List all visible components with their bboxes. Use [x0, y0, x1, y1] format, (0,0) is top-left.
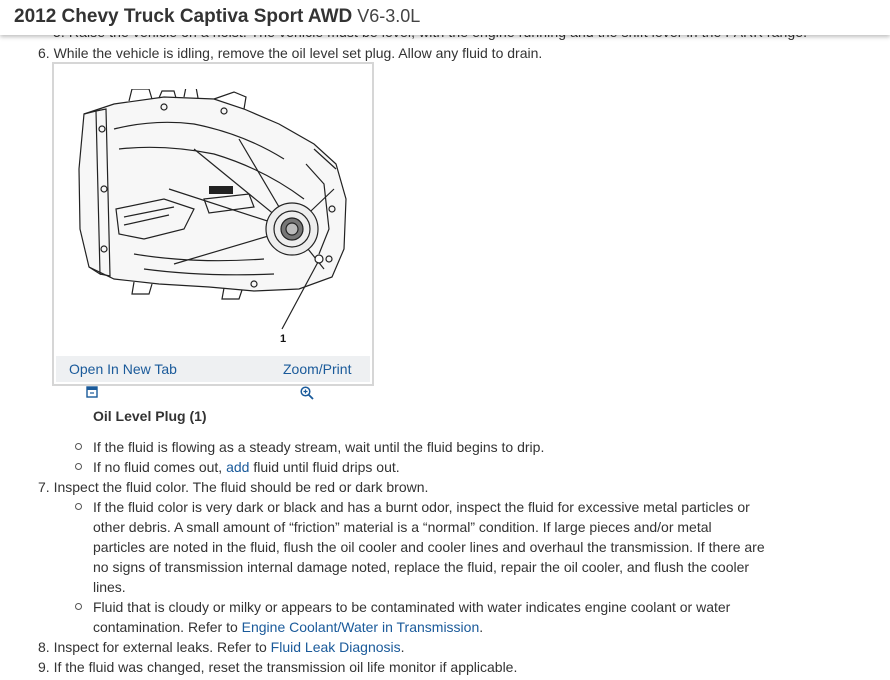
- bullet-marker: [75, 603, 82, 610]
- engine-coolant-water-link[interactable]: Engine Coolant/Water in Transmission: [241, 619, 480, 635]
- fluid-leak-diagnosis-link[interactable]: Fluid Leak Diagnosis: [270, 639, 401, 655]
- step-7-bullet-1-line-4: no signs of transmission internal damage noted, replace the fluid, repair the oil cooler, and flush the cooler: [93, 559, 750, 575]
- open-in-new-tab-button[interactable]: [66, 361, 177, 377]
- zoom-print-label: Zoom/Print: [283, 361, 352, 377]
- bullet-marker: [75, 463, 82, 470]
- step-6-bullet-2: If no fluid comes out, add fluid until fluid drips out.: [93, 459, 400, 475]
- step-7-bullet-2-line-1: Fluid that is cloudy or milky or appears to be contaminated with water indicates engine coolant or water: [93, 599, 731, 615]
- figure-toolbar: [56, 356, 370, 382]
- oil-level-plug-figure: [52, 62, 374, 386]
- figure-caption: Oil Level Plug (1): [93, 408, 207, 424]
- step-7-bullet-1-line-2: other debris. A small amount of “friction” material is a “normal” condition. If large pieces and/or metal: [93, 519, 712, 535]
- bullet-marker: [75, 503, 82, 510]
- step-7-bullet-2-line-2: contamination. Refer to Engine Coolant/Water in Transmission.: [93, 619, 484, 635]
- vehicle-title: [14, 6, 420, 28]
- open-in-new-tab-label: Open In New Tab: [69, 361, 177, 377]
- transmission-illustration: [74, 89, 364, 354]
- vehicle-header: [0, 0, 890, 35]
- step-8-text: 8. Inspect for external leaks. Refer to Fluid Leak Diagnosis.: [38, 639, 405, 655]
- zoom-print-button[interactable]: [280, 361, 351, 377]
- step-6-text: 6. While the vehicle is idling, remove the oil level set plug. Allow any fluid to drain.: [38, 45, 543, 61]
- bullet-marker: [75, 443, 82, 450]
- vehicle-name: 2012 Chevy Truck Captiva Sport AWD: [14, 6, 353, 27]
- step-7-bullet-1-line-3: particles are noted in the fluid, flush the oil cooler and cooler lines and overhaul the transmission. If there are: [93, 539, 765, 555]
- add-fluid-link[interactable]: add: [226, 459, 250, 475]
- step-7-bullet-1-line-5: lines.: [93, 579, 126, 595]
- step-7-bullet-1-line-1: If the fluid color is very dark or black and has a burnt odor, inspect the fluid for excessive metal particles or: [93, 499, 750, 515]
- step-9-text: 9. If the fluid was changed, reset the transmission oil life monitor if applicable.: [38, 659, 518, 675]
- step-7-text: 7. Inspect the fluid color. The fluid should be red or dark brown.: [38, 479, 429, 495]
- step-6-bullet-1: If the fluid is flowing as a steady stream, wait until the fluid begins to drip.: [93, 439, 545, 455]
- engine-label: V6-3.0L: [357, 6, 421, 26]
- callout-number: 1: [280, 333, 287, 345]
